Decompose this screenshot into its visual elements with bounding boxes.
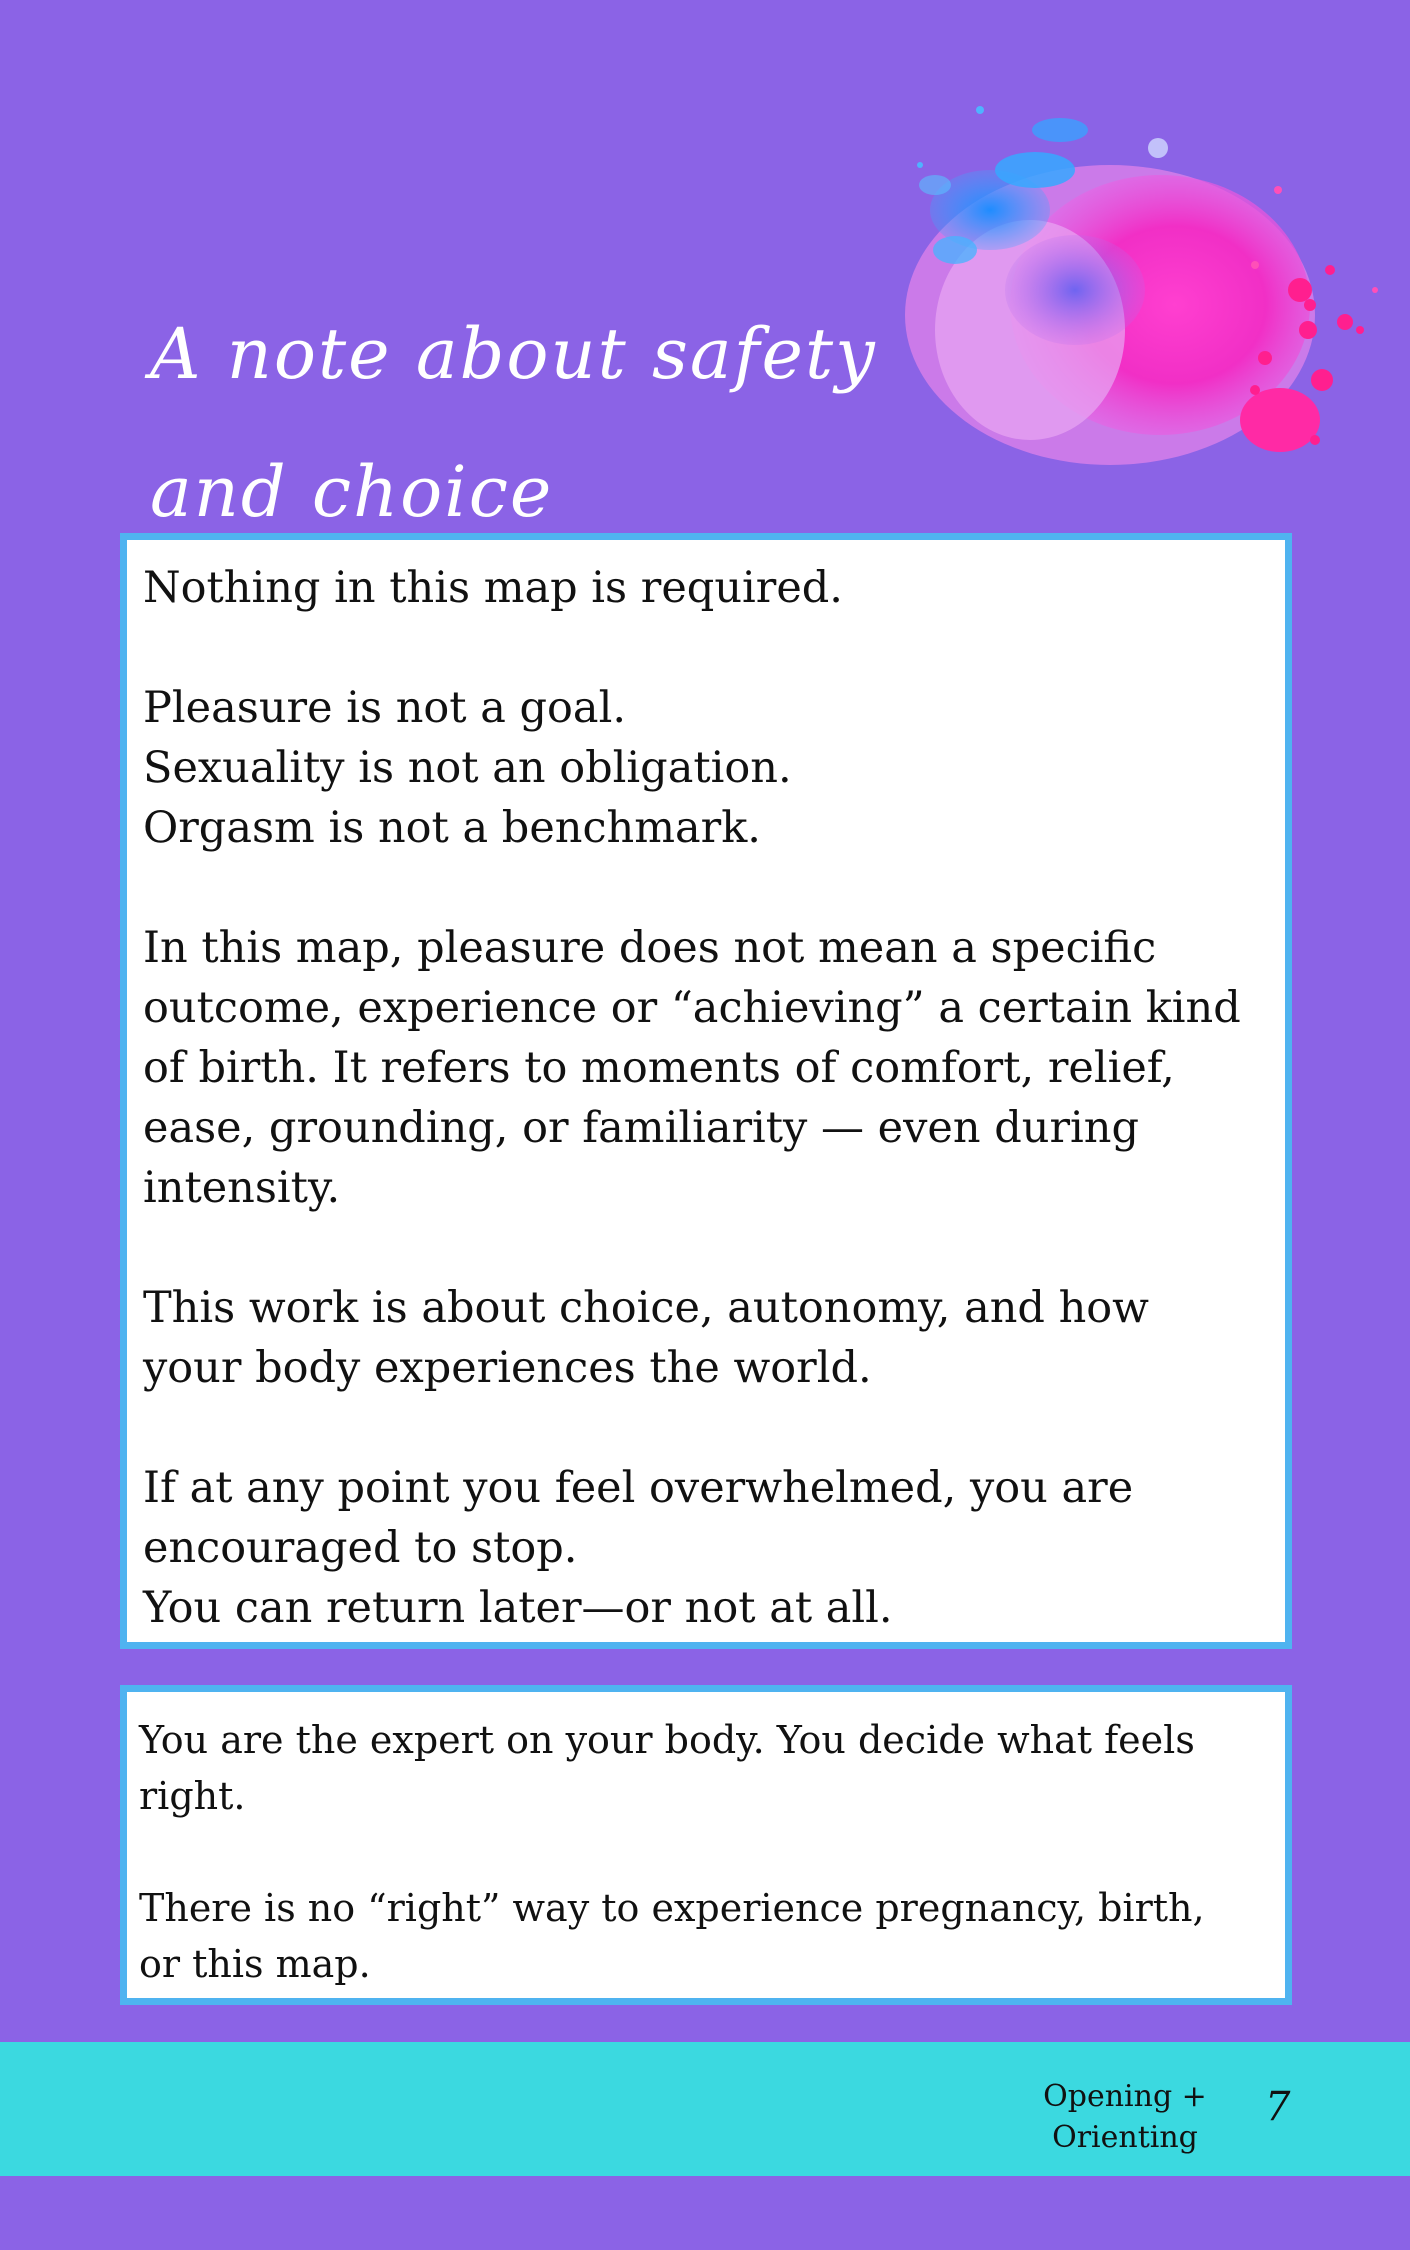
main-paragraph-1: Nothing in this map is required.: [143, 563, 843, 613]
page-number: 7: [1265, 2084, 1291, 2130]
main-paragraph-2: Pleasure is not a goal. Sexuality is not an obligation. Orgasm is not a benchmark.: [143, 683, 792, 853]
page-title: [150, 285, 1010, 561]
main-paragraph-5: If at any point you feel overwhelmed, you are encouraged to stop. You can return later—or not at all.: [143, 1463, 1134, 1633]
footer-section-label: Opening + Orienting: [1043, 2079, 1207, 2155]
secondary-paragraph-2: There is no “right” way to experience pregnancy, birth, or this map.: [139, 1886, 1205, 1986]
title-line-1: A note about safety: [150, 313, 877, 395]
main-paragraph-3: In this map, pleasure does not mean a specific outcome, experience or “achieving” a certain kind of birth. It refers to moments of comfort, relief, ease, grounding, or familiarity — even during intensity.: [143, 923, 1241, 1213]
main-text-box: [120, 533, 1292, 1649]
main-paragraph-4: This work is about choice, autonomy, and how your body experiences the world.: [143, 1283, 1149, 1393]
secondary-text-box: [120, 1685, 1292, 2005]
footer-band: [0, 2042, 1410, 2176]
secondary-paragraph-1: You are the expert on your body. You decide what feels right.: [139, 1718, 1195, 1818]
title-line-2: and choice: [150, 451, 554, 533]
